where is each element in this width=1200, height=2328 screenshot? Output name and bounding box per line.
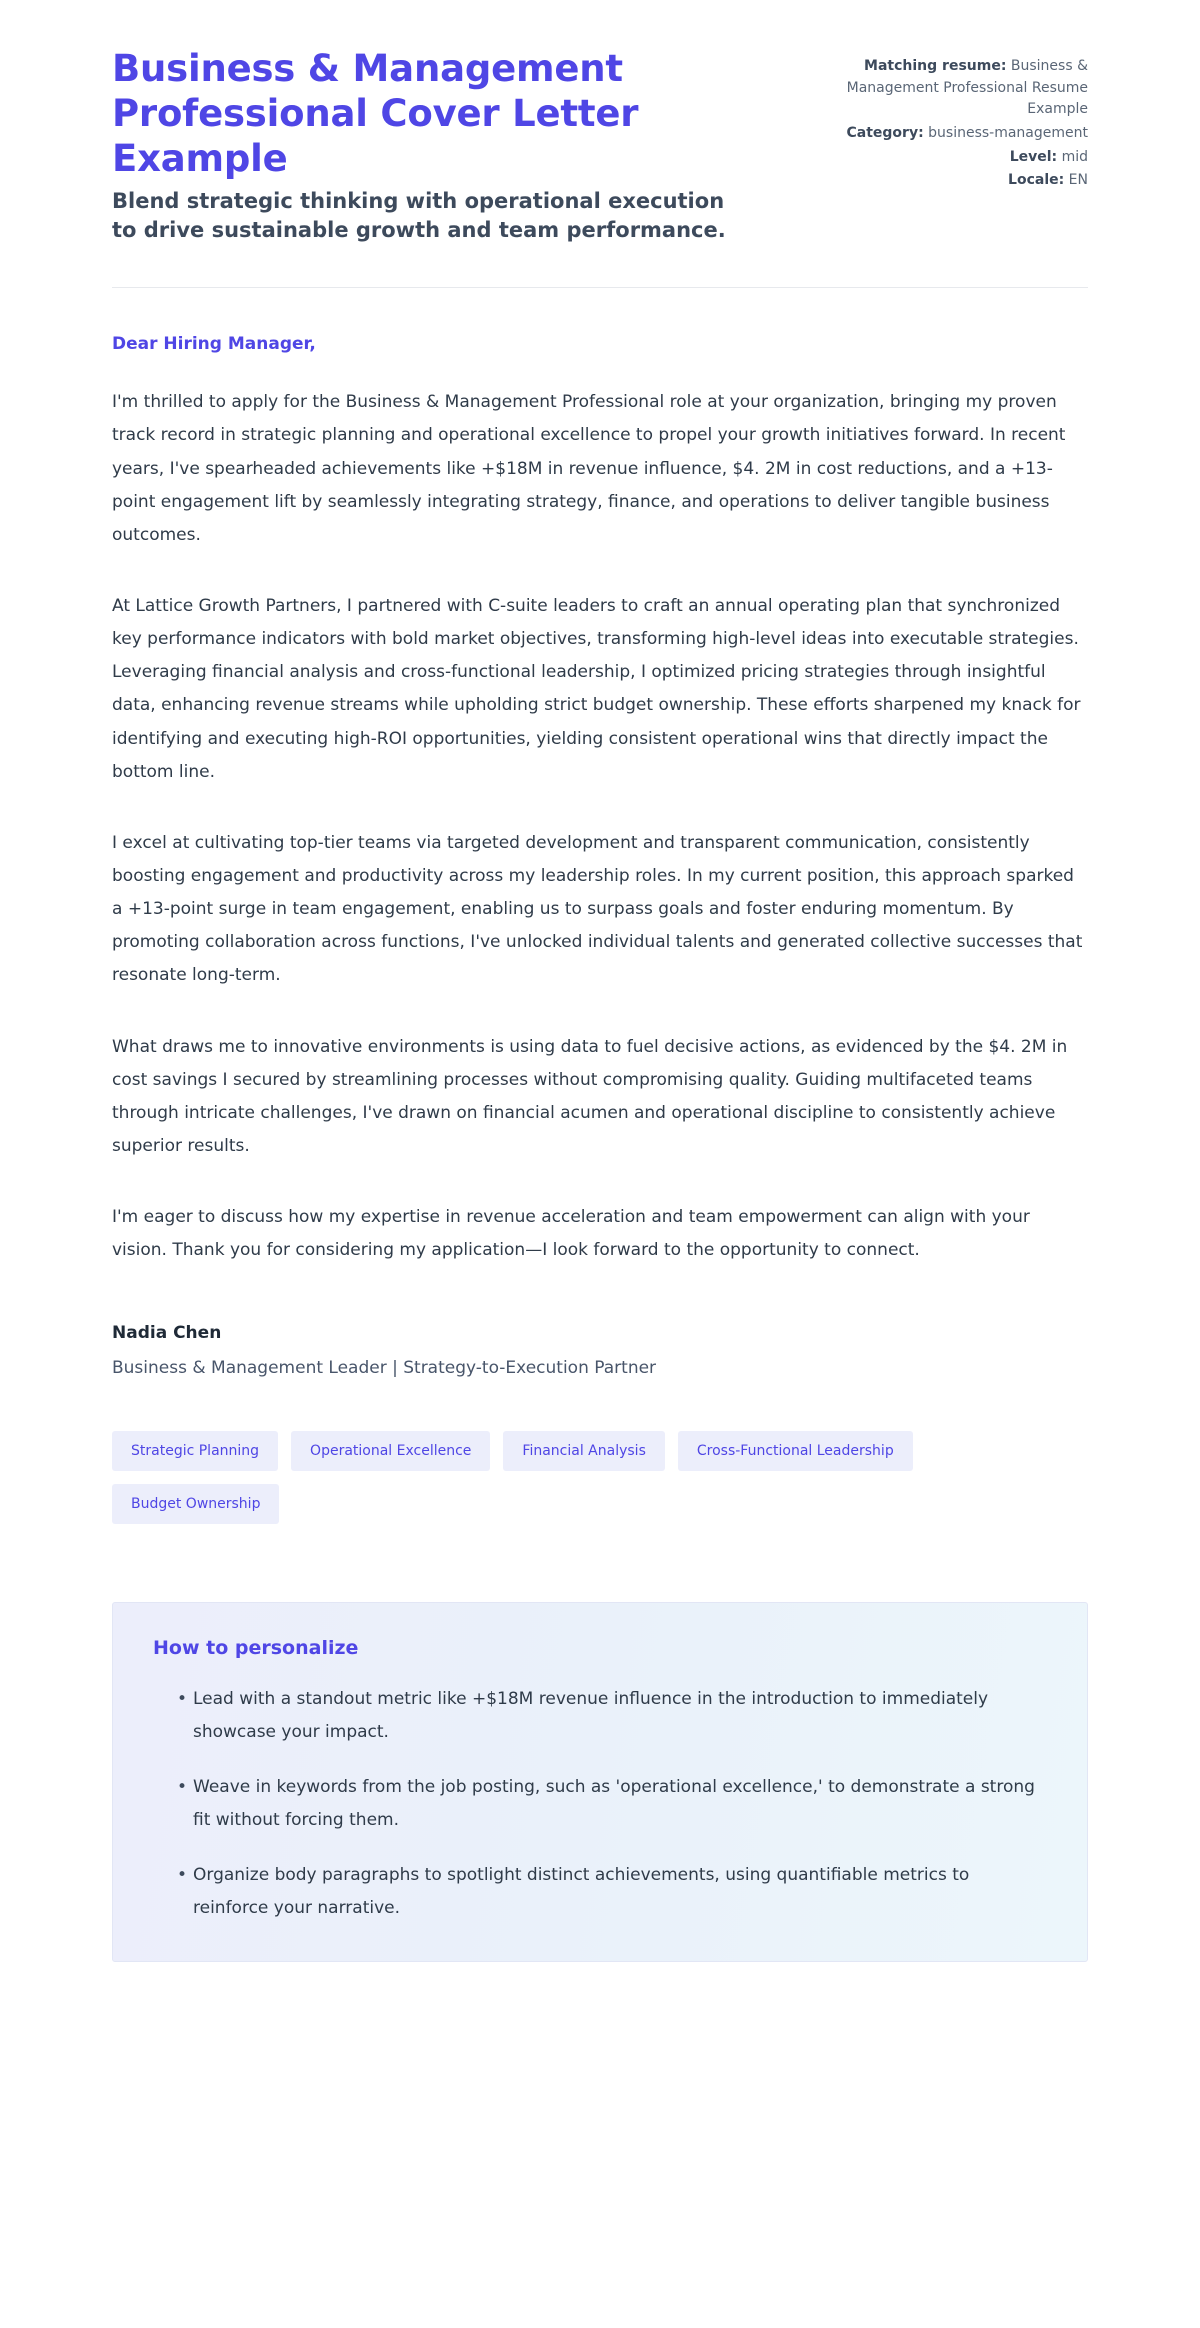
- page-title: Business & Management Professional Cover Letter Example: [112, 47, 639, 181]
- meta-category-label: Category:: [846, 125, 924, 142]
- meta-level-value: mid: [1061, 148, 1088, 165]
- document-metadata: [798, 46, 1088, 194]
- page-subtitle: Blend strategic thinking with operational execution to drive sustainable growth and team performance.: [112, 189, 726, 243]
- signature-name: Nadia Chen: [112, 1323, 222, 1344]
- meta-locale: [798, 170, 1088, 192]
- meta-matching-resume-value: Business & Management Professional Resume Example: [846, 58, 1088, 118]
- header-divider: [112, 287, 1088, 288]
- skill-tag[interactable]: Cross-Functional Leadership: [678, 1431, 913, 1471]
- skill-tag[interactable]: Budget Ownership: [112, 1484, 279, 1524]
- letter-greeting: Dear Hiring Manager,: [112, 334, 316, 355]
- callout-list-item: • Lead with a standout metric like +$18M revenue influence in the introduction to immediately showcase your impact.: [177, 1683, 1047, 1749]
- skill-tag[interactable]: Financial Analysis: [503, 1431, 664, 1471]
- letter-paragraph: What draws me to innovative environments is using data to fuel decisive actions, as evidenced by the $4. 2M in cost savings I secured by streamlining processes without compromising quality. Guiding multifaceted teams through intricate challenges, I've drawn on financial acumen and operational discipline to consistently achieve superior results.: [112, 1036, 1068, 1156]
- signature-block: [112, 1323, 1088, 1382]
- signature-role: Business & Management Leader | Strategy-to-Execution Partner: [112, 1358, 657, 1379]
- callout-title: How to personalize: [153, 1636, 359, 1659]
- letter-paragraph: I'm thrilled to apply for the Business & Management Professional role at your organization, bringing my proven track record in strategic planning and operational excellence to propel your growth initiatives forward. In recent years, I've spearheaded achievements like +$18M in revenue influence, $4. 2M in cost reductions, and a +13-point engagement lift by seamlessly integrating strategy, finance, and operations to deliver tangible business outcomes.: [112, 392, 1066, 545]
- callout-list: [153, 1683, 1047, 1926]
- header-title-block: [112, 46, 752, 245]
- letter-paragraph: At Lattice Growth Partners, I partnered with C-suite leaders to craft an annual operating plan that synchronized key performance indicators with bold market objectives, transforming high-level ideas into executable strategies. Leveraging financial analysis and cross-functional leadership, I optimized pricing strategies through insightful data, enhancing revenue streams while upholding strict budget ownership. These efforts sharpened my knack for identifying and executing high-ROI opportunities, yielding consistent operational wins that directly impact the bottom line.: [112, 596, 1081, 782]
- meta-level-label: Level:: [1009, 148, 1058, 165]
- meta-level: [798, 147, 1088, 169]
- meta-matching-resume: [798, 56, 1088, 121]
- personalize-callout: [112, 1602, 1088, 1963]
- meta-category-value: business-management: [928, 125, 1088, 142]
- skill-tag-list: [112, 1431, 1088, 1524]
- meta-matching-resume-label: Matching resume:: [864, 58, 1007, 74]
- callout-list-item: • Organize body paragraphs to spotlight distinct achievements, using quantifiable metrics to reinforce your narrative.: [177, 1859, 1047, 1925]
- callout-list-item: • Weave in keywords from the job posting, such as 'operational excellence,' to demonstrate a strong fit without forcing them.: [177, 1771, 1047, 1837]
- meta-locale-label: Locale:: [1008, 172, 1065, 189]
- meta-locale-value: EN: [1068, 172, 1088, 189]
- letter-paragraph: I'm eager to discuss how my expertise in revenue acceleration and team empowerment can align with your vision. Thank you for considering my application—I look forward to the opportunity to connect.: [112, 1207, 1030, 1261]
- meta-category: [798, 123, 1088, 145]
- document-header: [112, 46, 1088, 245]
- skill-tag[interactable]: Operational Excellence: [291, 1431, 490, 1471]
- skill-tag[interactable]: Strategic Planning: [112, 1431, 278, 1471]
- letter-paragraph: I excel at cultivating top-tier teams via targeted development and transparent communication, consistently boosting engagement and productivity across my leadership roles. In my current position, this approach sparked a +13-point surge in team engagement, enabling us to surpass goals and foster enduring momentum. By promoting collaboration across functions, I've unlocked individual talents and generated collective successes that resonate long-term.: [112, 832, 1083, 986]
- letter-body: [112, 334, 1088, 1267]
